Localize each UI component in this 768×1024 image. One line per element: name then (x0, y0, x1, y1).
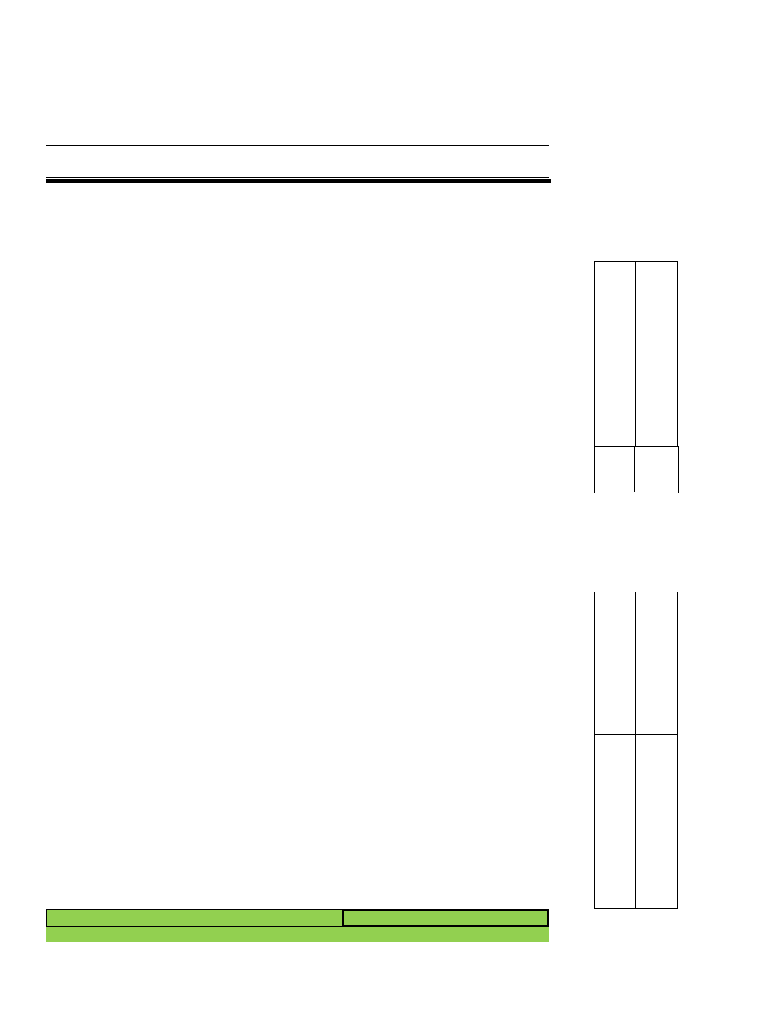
nearly-label-cell (594, 592, 636, 735)
mastered-count-cell (634, 261, 678, 447)
header-description (445, 180, 550, 182)
mastered-label-cell (594, 261, 636, 447)
header-competency (47, 180, 310, 182)
mastered-cell-continued (594, 446, 679, 493)
passing-bar (46, 927, 549, 942)
header-percentage (385, 180, 445, 182)
mps-box (342, 909, 549, 927)
no-mastery-count-cell (634, 734, 678, 909)
item-analysis-table-top (46, 179, 551, 183)
header-divider (46, 145, 549, 146)
side-divider (634, 446, 635, 492)
no-mastery-label-cell (594, 734, 636, 909)
header-students (342, 180, 385, 182)
table-header-row (47, 180, 550, 182)
header-item-no (310, 180, 342, 182)
nearly-count-cell (634, 592, 678, 735)
info-divider (46, 177, 549, 178)
